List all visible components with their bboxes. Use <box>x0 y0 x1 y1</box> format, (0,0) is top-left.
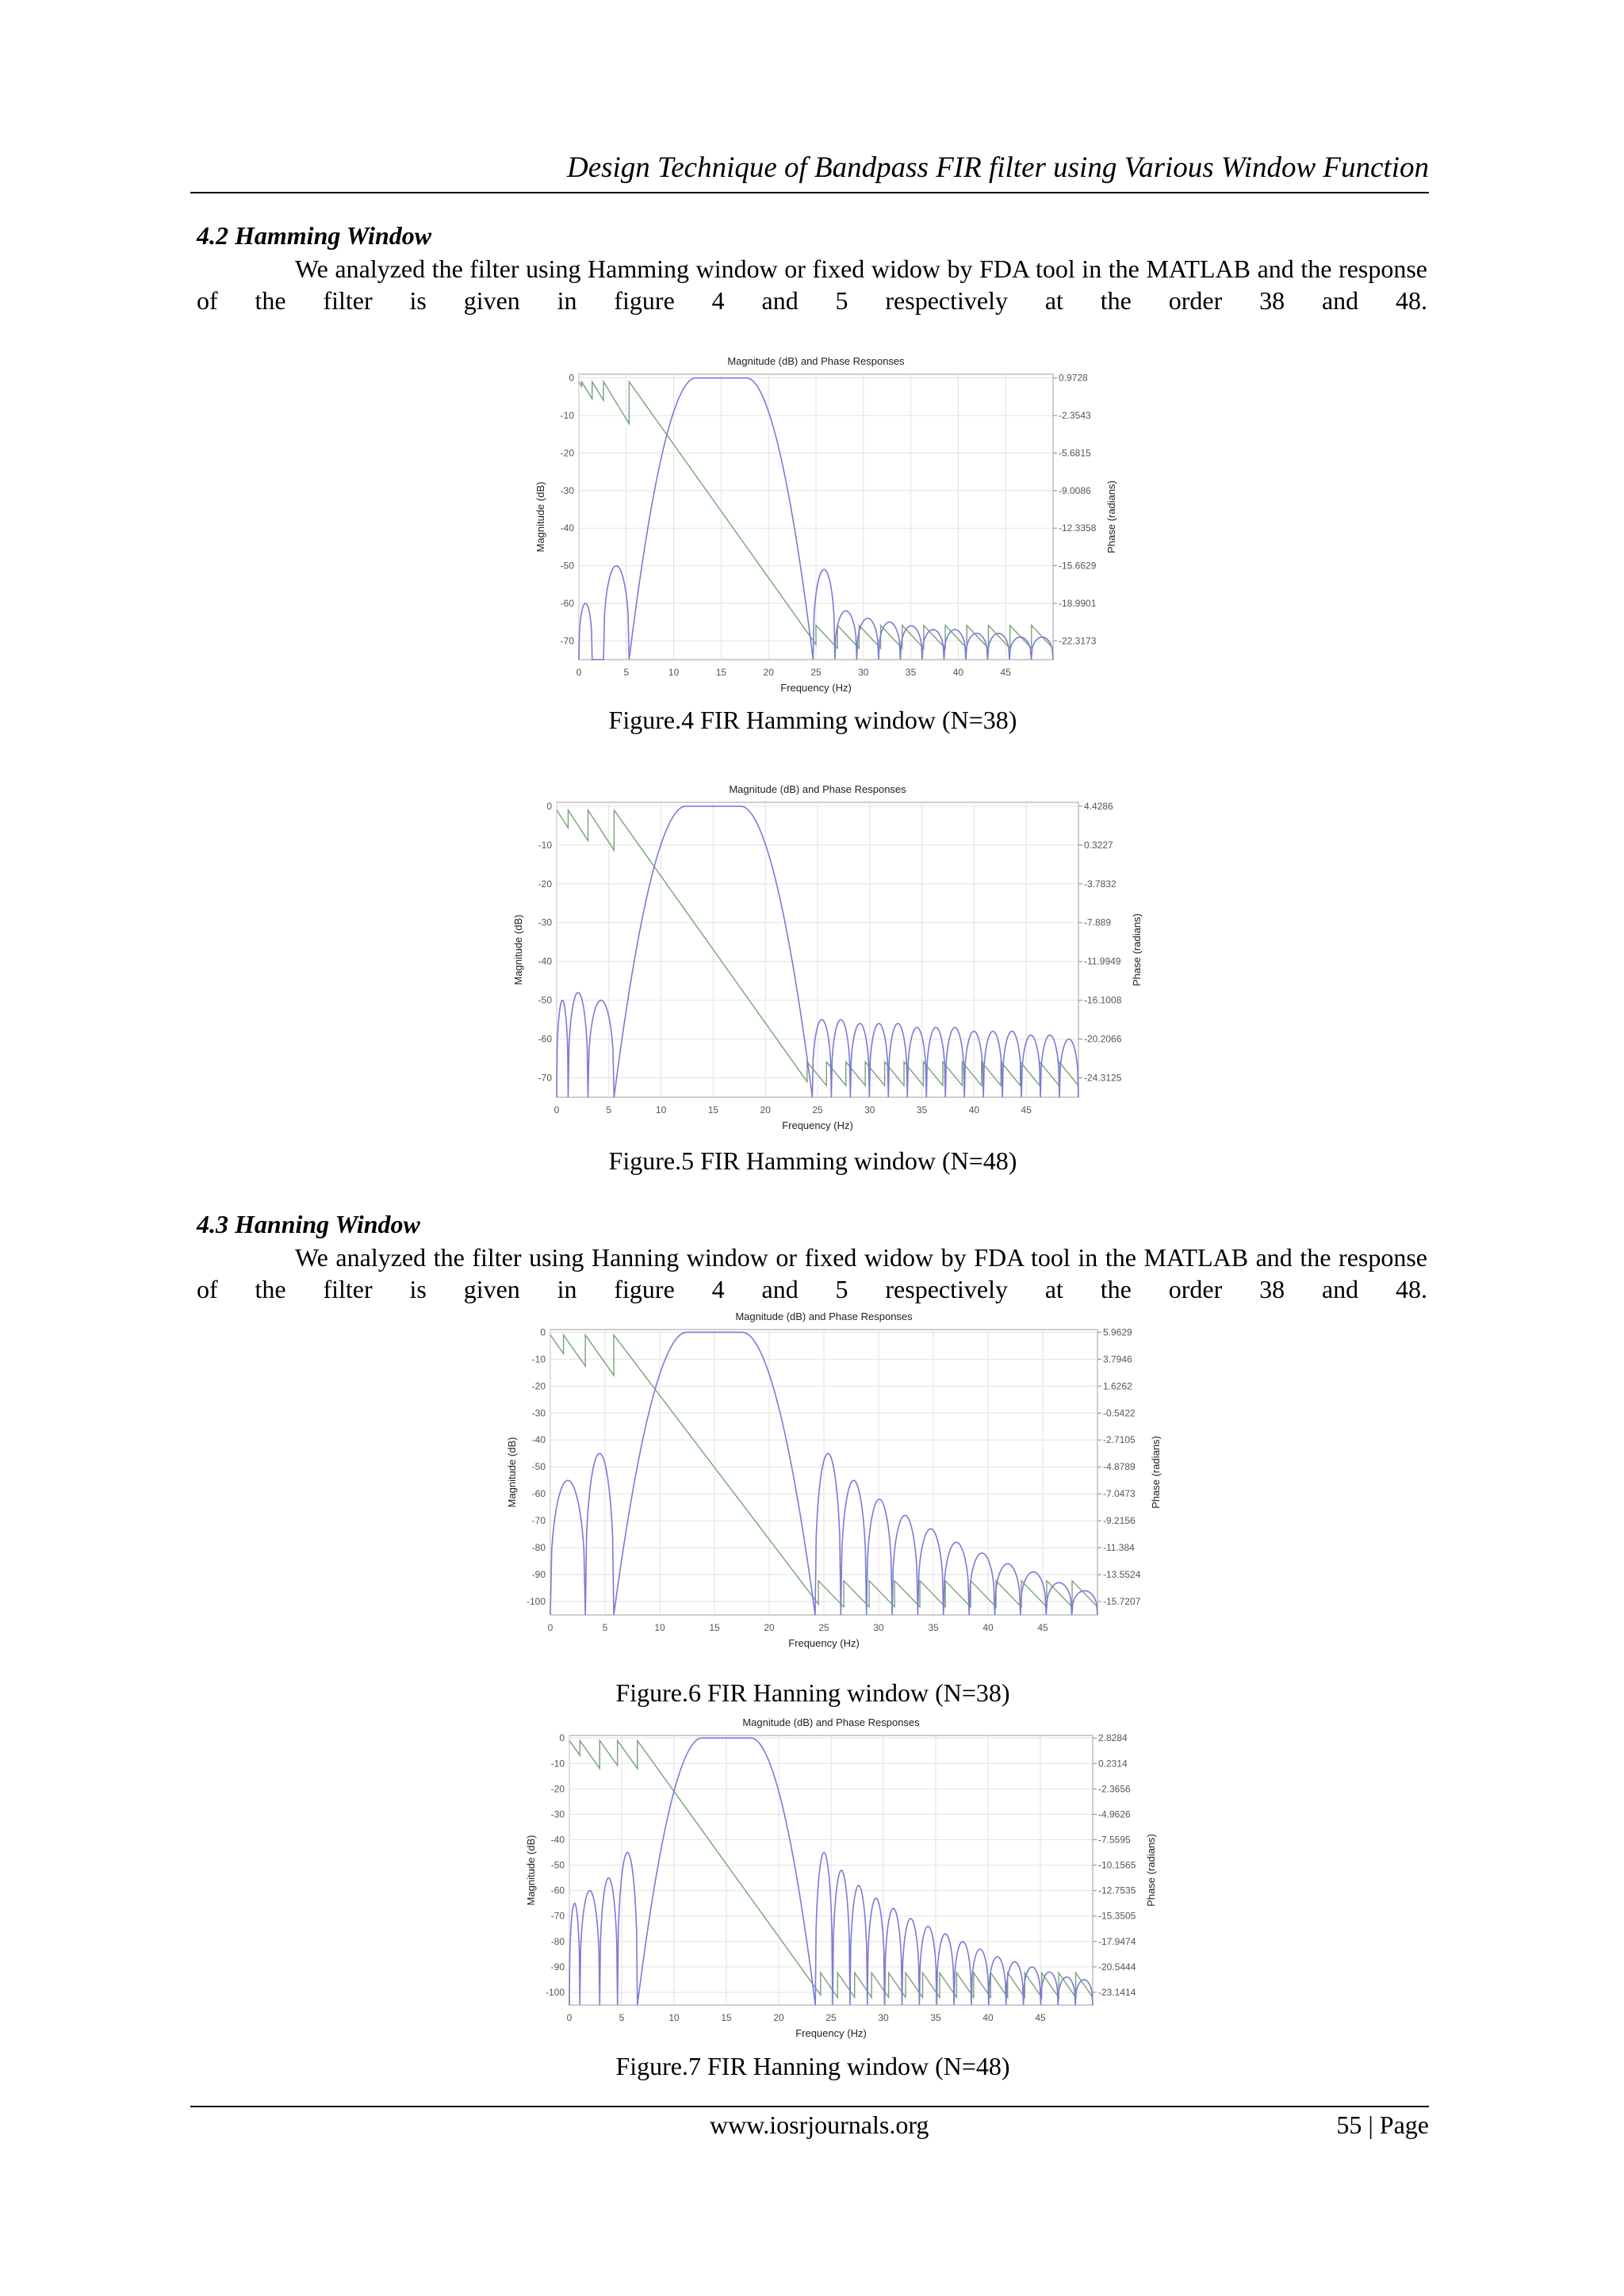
y-tick-label: -60 <box>560 597 574 609</box>
y-tick-label: -40 <box>560 522 574 534</box>
y2-tick-label: -18.9901 <box>1059 597 1097 609</box>
y-tick-label: -60 <box>538 1033 552 1045</box>
x-tick-label: 35 <box>905 667 917 678</box>
x-tick-label: 35 <box>928 1622 939 1633</box>
header-rule <box>190 192 1429 193</box>
x-tick-label: 10 <box>655 1104 667 1115</box>
y2-tick-label: -7.0473 <box>1103 1488 1136 1500</box>
y2-tick-label: -9.0086 <box>1059 484 1091 496</box>
x-tick-label: 45 <box>1037 1622 1048 1633</box>
x-axis-label: Frequency (Hz) <box>788 1637 860 1649</box>
x-tick-label: 40 <box>982 2012 994 2023</box>
y2-tick-label: -4.8789 <box>1103 1461 1136 1473</box>
y2-tick-label: 1.6262 <box>1103 1380 1132 1392</box>
y-tick-label: -80 <box>531 1542 546 1554</box>
y2-tick-label: -10.1565 <box>1098 1859 1136 1871</box>
y-tick-label: -40 <box>550 1834 565 1846</box>
y-tick-label: -10 <box>531 1353 546 1365</box>
x-tick-label: 10 <box>654 1622 665 1633</box>
y-tick-label: -20 <box>538 878 552 890</box>
x-tick-label: 15 <box>707 1104 719 1115</box>
y-tick-label: -90 <box>531 1569 546 1581</box>
y2-axis-label: Phase (radians) <box>1105 480 1117 553</box>
x-tick-label: 20 <box>764 1622 775 1633</box>
x-tick-label: 30 <box>864 1104 875 1115</box>
y2-tick-label: -12.3358 <box>1059 522 1097 534</box>
y-tick-label: -50 <box>538 994 552 1006</box>
x-tick-label: 25 <box>812 1104 823 1115</box>
y-tick-label: -80 <box>550 1935 565 1947</box>
x-tick-label: 15 <box>721 2012 732 2023</box>
y-tick-label: -70 <box>538 1072 552 1084</box>
x-axis-label: Frequency (Hz) <box>780 682 852 694</box>
chart-title: Magnitude (dB) and Phase Responses <box>729 783 906 795</box>
y-tick-label: -20 <box>560 447 574 459</box>
y2-axis-label: Phase (radians) <box>1131 913 1143 986</box>
y2-tick-label: 4.4286 <box>1084 800 1113 812</box>
y2-tick-label: -2.3656 <box>1098 1783 1131 1795</box>
y2-tick-label: 0.2314 <box>1098 1758 1128 1770</box>
y-tick-label: -30 <box>538 916 552 928</box>
x-tick-label: 25 <box>810 667 822 678</box>
figure-6-caption: Figure.6 FIR Hanning window (N=38) <box>615 1678 1010 1707</box>
y2-tick-label: -16.1008 <box>1084 994 1122 1006</box>
x-tick-label: 10 <box>668 2012 680 2023</box>
y2-tick-label: -22.3173 <box>1059 635 1097 647</box>
page-number: 55 | Page <box>1336 2110 1429 2139</box>
paragraph-hanning: We analyzed the filter using Hanning window or fixed widow by FDA tool in the MATLAB and the response of the filter is given in figure 4 and 5 respectively at the order 38 and 48. <box>197 1243 1427 1303</box>
x-tick-label: 30 <box>858 667 869 678</box>
x-tick-label: 35 <box>930 2012 941 2023</box>
y-tick-label: -60 <box>550 1885 565 1896</box>
y2-tick-label: -7.5595 <box>1098 1834 1131 1846</box>
x-tick-label: 20 <box>773 2012 784 2023</box>
x-tick-label: 0 <box>576 667 582 678</box>
figure-6-chart <box>493 1304 1175 1677</box>
y2-tick-label: -24.3125 <box>1084 1072 1122 1084</box>
y2-tick-label: -4.9626 <box>1098 1808 1131 1820</box>
x-tick-label: 0 <box>566 2012 573 2023</box>
y2-tick-label: -11.384 <box>1103 1542 1135 1554</box>
y2-tick-label: 0.9728 <box>1059 372 1088 384</box>
y-tick-label: -50 <box>531 1461 546 1473</box>
y2-tick-label: -15.3505 <box>1098 1910 1136 1922</box>
y-tick-label: 0 <box>540 1326 546 1338</box>
y2-tick-label: -5.6815 <box>1059 447 1091 459</box>
x-tick-label: 40 <box>952 667 964 678</box>
y-axis-label: Magnitude (dB) <box>506 1437 518 1508</box>
y2-tick-label: -15.7207 <box>1103 1596 1141 1608</box>
y-tick-label: -50 <box>560 560 574 572</box>
chart-title: Magnitude (dB) and Phase Responses <box>742 1716 920 1728</box>
y2-tick-label: -23.1414 <box>1098 1986 1136 1998</box>
x-tick-label: 15 <box>715 667 727 678</box>
y2-axis-label: Phase (radians) <box>1150 1436 1162 1509</box>
y2-tick-label: 0.3227 <box>1084 839 1113 851</box>
x-tick-label: 5 <box>623 667 630 678</box>
y-tick-label: -60 <box>531 1488 546 1500</box>
x-tick-label: 20 <box>763 667 774 678</box>
chart-title: Magnitude (dB) and Phase Responses <box>727 355 905 367</box>
y-axis-label: Magnitude (dB) <box>525 1835 537 1906</box>
figure-4-chart <box>522 346 1156 707</box>
y-tick-label: -70 <box>560 635 574 647</box>
y-tick-label: -40 <box>538 955 552 967</box>
x-axis-label: Frequency (Hz) <box>782 1119 853 1131</box>
y-tick-label: 0 <box>546 800 552 812</box>
y-tick-label: -10 <box>538 839 552 851</box>
y2-tick-label: -13.5524 <box>1103 1569 1141 1581</box>
x-tick-label: 40 <box>982 1622 994 1633</box>
y2-tick-label: -17.9474 <box>1098 1935 1136 1947</box>
figure-4-caption: Figure.4 FIR Hamming window (N=38) <box>608 706 1017 734</box>
x-tick-label: 30 <box>873 1622 884 1633</box>
y-tick-label: -30 <box>531 1407 546 1419</box>
x-tick-label: 40 <box>968 1104 980 1115</box>
y2-tick-label: 3.7946 <box>1103 1353 1132 1365</box>
y2-tick-label: 5.9629 <box>1103 1326 1132 1338</box>
y-tick-label: 0 <box>569 372 574 384</box>
y-tick-label: -30 <box>550 1808 565 1820</box>
y-tick-label: -30 <box>560 484 574 496</box>
y-tick-label: 0 <box>559 1732 565 1744</box>
figure-5-caption: Figure.5 FIR Hamming window (N=48) <box>608 1146 1017 1175</box>
figure-7-chart <box>515 1709 1157 2057</box>
y-tick-label: -10 <box>560 410 574 422</box>
x-tick-label: 45 <box>1000 667 1011 678</box>
x-tick-label: 30 <box>878 2012 889 2023</box>
y-tick-label: -70 <box>550 1910 565 1922</box>
y2-tick-label: -0.5422 <box>1103 1407 1136 1419</box>
y2-tick-label: -12.7535 <box>1098 1885 1136 1896</box>
x-tick-label: 5 <box>602 1622 608 1633</box>
y2-tick-label: -3.7832 <box>1084 878 1116 890</box>
footer-url: www.iosrjournals.org <box>710 2110 929 2139</box>
running-head: Design Technique of Bandpass FIR filter using Various Window Function <box>566 151 1429 184</box>
x-tick-label: 25 <box>818 1622 829 1633</box>
y-axis-label: Magnitude (dB) <box>512 914 524 985</box>
section-heading-hamming: 4.2 Hamming Window <box>197 221 432 250</box>
x-tick-label: 15 <box>709 1622 720 1633</box>
x-tick-label: 5 <box>619 2012 625 2023</box>
y2-tick-label: -2.3543 <box>1059 410 1091 422</box>
x-tick-label: 25 <box>825 2012 837 2023</box>
y2-tick-label: -15.6629 <box>1059 560 1097 572</box>
y2-tick-label: 2.8284 <box>1098 1732 1128 1744</box>
paragraph-hamming: We analyzed the filter using Hamming window or fixed widow by FDA tool in the MATLAB and the response of the filter is given in figure 4 and 5 respectively at the order 38 and 48. <box>197 254 1427 315</box>
y2-tick-label: -7.889 <box>1084 916 1112 928</box>
x-tick-label: 20 <box>760 1104 771 1115</box>
y2-tick-label: -11.9949 <box>1084 955 1121 967</box>
y2-tick-label: -9.2156 <box>1103 1515 1136 1527</box>
y-tick-label: -100 <box>526 1596 546 1608</box>
x-tick-label: 0 <box>547 1622 553 1633</box>
chart-title: Magnitude (dB) and Phase Responses <box>735 1311 913 1322</box>
y2-tick-label: -2.7105 <box>1103 1434 1136 1446</box>
figure-7-caption: Figure.7 FIR Hanning window (N=48) <box>615 2052 1010 2080</box>
y2-tick-label: -20.5444 <box>1098 1961 1136 1973</box>
y-tick-label: -100 <box>545 1986 565 1998</box>
x-axis-label: Frequency (Hz) <box>795 2027 867 2039</box>
y2-axis-label: Phase (radians) <box>1145 1834 1157 1907</box>
y-tick-label: -20 <box>531 1380 546 1392</box>
x-tick-label: 35 <box>916 1104 928 1115</box>
y-tick-label: -90 <box>550 1961 565 1973</box>
section-heading-hanning: 4.3 Hanning Window <box>197 1210 420 1238</box>
x-tick-label: 45 <box>1021 1104 1032 1115</box>
y-tick-label: -20 <box>550 1783 565 1795</box>
y-tick-label: -10 <box>550 1758 565 1770</box>
x-tick-label: 45 <box>1035 2012 1046 2023</box>
y2-tick-label: -20.2066 <box>1084 1033 1122 1045</box>
footer-rule <box>190 2106 1429 2107</box>
x-tick-label: 10 <box>668 667 680 678</box>
y-axis-label: Magnitude (dB) <box>534 481 546 553</box>
x-tick-label: 0 <box>553 1104 560 1115</box>
y-tick-label: -50 <box>550 1859 565 1871</box>
x-tick-label: 5 <box>606 1104 612 1115</box>
figure-5-chart <box>501 769 1151 1142</box>
y-tick-label: -40 <box>531 1434 546 1446</box>
y-tick-label: -70 <box>531 1515 546 1527</box>
